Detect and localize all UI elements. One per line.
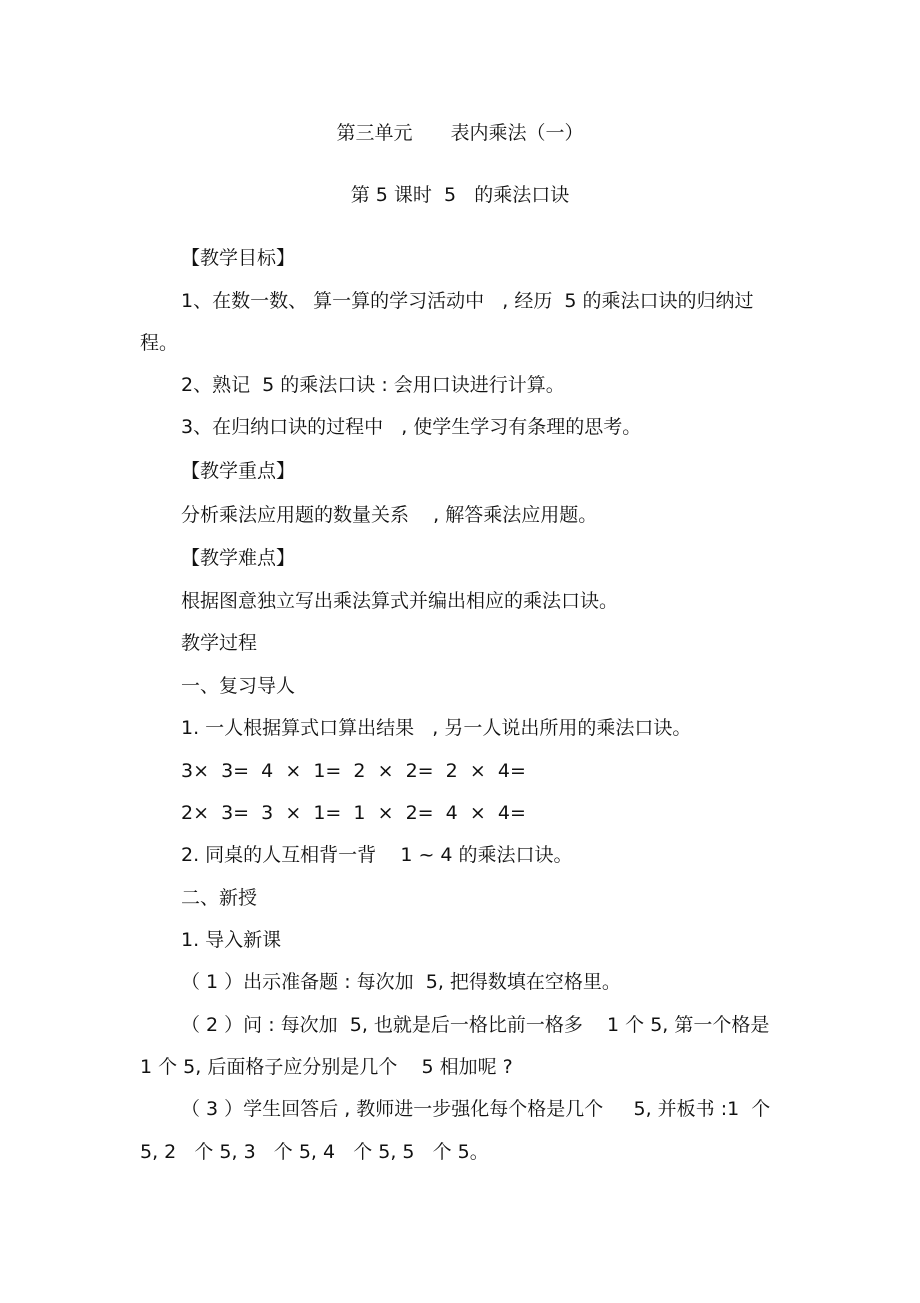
goals-heading: 【教学目标】 (181, 247, 296, 269)
new-item-1: 1. 导入新课 (181, 929, 282, 951)
new-subitem-3-line-1: （ 3 ）学生回答后 , 教师进一步强化每个格是几个 5, 并板书 :1 个 (181, 1098, 771, 1120)
new-subitem-1: （ 1 ）出示准备题 : 每次加 5, 把得数填在空格里。 (181, 971, 621, 993)
key-point-heading: 【教学重点】 (181, 460, 296, 482)
section-new-heading: 二、新授 (181, 887, 258, 909)
unit-title: 第三单元 表内乘法（一） (336, 122, 584, 144)
new-subitem-2-line-2: 1 个 5, 后面格子应分别是几个 5 相加呢 ? (140, 1056, 513, 1078)
goal-item-3: 3、在归纳口诀的过程中 , 使学生学习有条理的思考。 (181, 416, 642, 438)
key-point-text: 分析乘法应用题的数量关系 , 解答乘法应用题。 (181, 504, 598, 526)
goal-item-1-line-2: 程。 (140, 332, 179, 354)
difficulty-heading: 【教学难点】 (181, 547, 296, 569)
goal-item-2: 2、熟记 5 的乘法口诀 : 会用口诀进行计算。 (181, 374, 565, 396)
new-subitem-3-line-2: 5, 2 个 5, 3 个 5, 4 个 5, 5 个 5。 (140, 1141, 489, 1163)
section-review-heading: 一、复习导人 (181, 675, 296, 697)
difficulty-text: 根据图意独立写出乘法算式并编出相应的乘法口诀。 (181, 590, 619, 612)
equation-row-1: 3× 3= 4 × 1= 2 × 2= 2 × 4= (181, 760, 526, 782)
review-item-1: 1. 一人根据算式口算出结果 , 另一人说出所用的乘法口诀。 (181, 717, 692, 739)
equation-row-2: 2× 3= 3 × 1= 1 × 2= 4 × 4= (181, 802, 526, 824)
new-subitem-2-line-1: （ 2 ）问 : 每次加 5, 也就是后一格比前一格多 1 个 5, 第一个格是 (181, 1014, 770, 1036)
lesson-subtitle: 第 5 课时 5 的乘法口诀 (350, 184, 570, 206)
process-heading: 教学过程 (181, 632, 258, 654)
review-item-2: 2. 同桌的人互相背一背 1 ~ 4 的乘法口诀。 (181, 844, 573, 866)
goal-item-1-line-1: 1、在数一数、 算一算的学习活动中 , 经历 5 的乘法口诀的归纳过 (181, 290, 754, 312)
